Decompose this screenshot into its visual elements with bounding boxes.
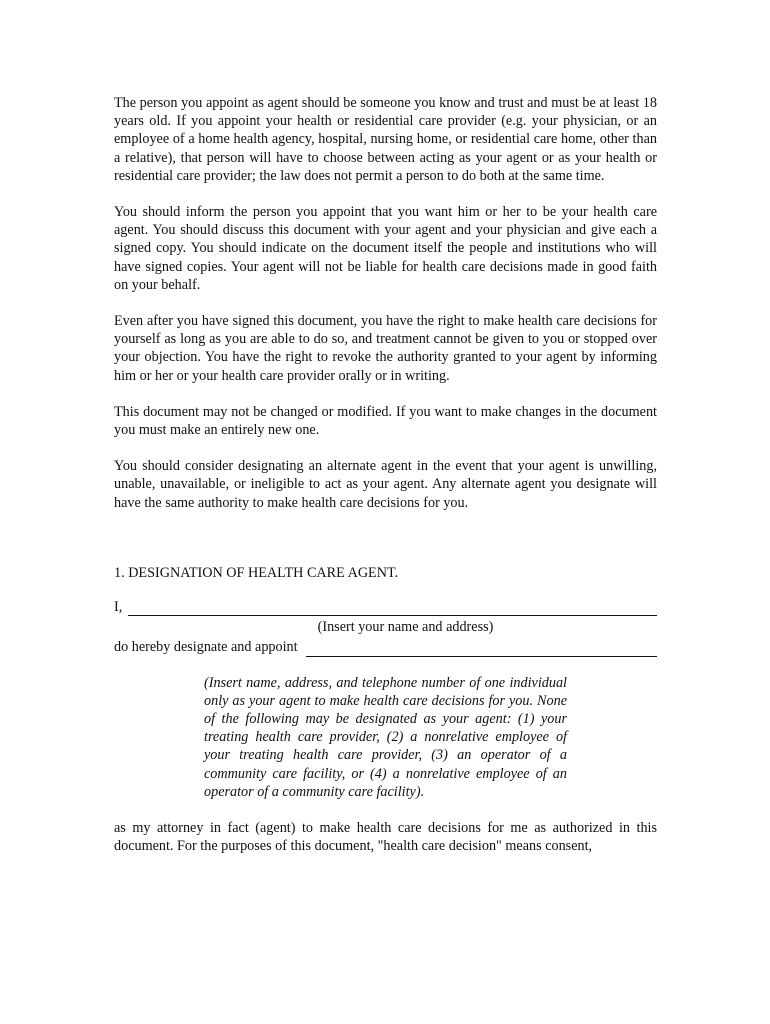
paragraph-no-modification: This document may not be changed or modified. If you want to make changes in the document you must make an entirely new one.	[114, 403, 657, 439]
section-heading-designation: 1. DESIGNATION OF HEALTH CARE AGENT.	[114, 564, 399, 581]
name-row	[114, 598, 657, 616]
name-caption: (Insert your name and address)	[317, 619, 494, 636]
paragraph-alternate-agent: You should consider designating an alternate agent in the event that your agent is unwilling, unable, unavailable, or ineligible to act as your agent. Any alternate agent you designate will have the same authority to make health care decisions for you.	[114, 458, 657, 511]
paragraph-right-to-decide: Even after you have signed this document, you have the right to make health care decisions for yourself as long as you are able to do so, and treatment cannot be given to you or stopped over your objection. You have the right to revoke the authority granted to your agent by informing him or her or your health care provider orally or in writing.	[114, 313, 657, 384]
agent-name-blank[interactable]	[306, 641, 657, 657]
paragraph-inform-agent: You should inform the person you appoint that you want him or her to be your health care agent. You should discuss this document with your agent and your physician and give each a signed copy. You should indicate on the document itself the people and institutions who will have signed copies. Your agent will not be liable for health care decisions made in good faith on your behalf.	[114, 204, 657, 293]
agent-instructions: (Insert name, address, and telephone number of one individual only as your agent to make health care decisions for you. None of the following may be designated as your agent: (1) your treating health care provider, (2) a nonrelative employee of your treating health care provider, (3) an operator of a community care facility, or (4) a nonrelative employee of an operator of a community care facility).	[204, 674, 567, 800]
paragraph-agent-qualifications: The person you appoint as agent should be someone you know and trust and must be at least 18 years old. If you appoint your health or residential care provider (e.g. your physician, or an employee of a home health agency, hospital, nursing home, or residential care home, other than a relative), that person will have to choose between acting as your agent or as your health or residential care provider; the law does not permit a person to do both at the same time.	[114, 95, 657, 184]
name-address-blank[interactable]	[128, 600, 657, 616]
appoint-row	[114, 638, 657, 656]
appoint-label: do hereby designate and appoint	[114, 639, 298, 656]
paragraph-attorney-in-fact: as my attorney in fact (agent) to make health care decisions for me as authorized in this document. For the purposes of this document, "health care decision" means consent,	[114, 820, 657, 855]
name-prefix: I,	[114, 599, 123, 616]
document-page	[114, 94, 657, 874]
